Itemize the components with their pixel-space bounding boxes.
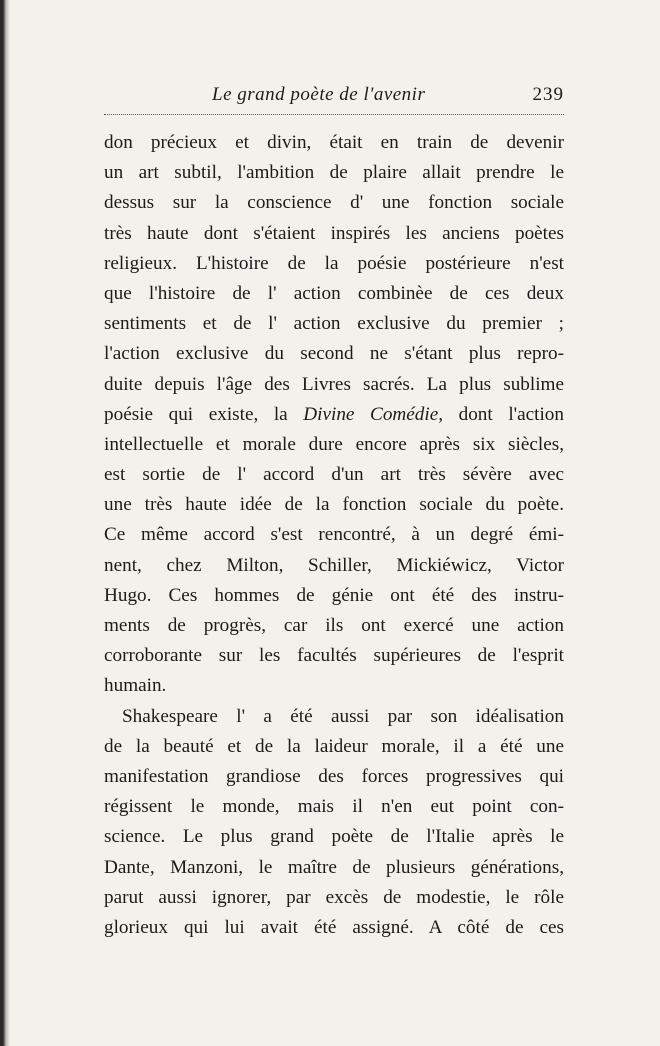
text-fragment: dont l'action xyxy=(443,403,564,425)
text-line: régissent le monde, mais il n'en eut point con- xyxy=(104,796,564,818)
text-line: Dante, Manzoni, le maître de plusieurs générations, xyxy=(104,856,564,878)
text-line: l'action exclusive du second ne s'étant plus repro- xyxy=(104,343,564,365)
header-rule xyxy=(104,114,564,115)
text-line: dessus sur la conscience d' une fonction sociale xyxy=(104,192,564,214)
text-line: science. Le plus grand poète de l'Italie après le xyxy=(104,826,564,848)
text-line: un art subtil, l'ambition de plaire allait prendre le xyxy=(104,162,564,184)
text-line: Shakespeare l' a été aussi par son idéalisation xyxy=(122,705,564,727)
text-line: sentiments et de l' action exclusive du premier ; xyxy=(104,313,564,335)
text-line: humain. xyxy=(104,675,167,697)
text-line: intellectuelle et morale dure encore après six siècles, xyxy=(104,433,564,455)
paragraph-1 xyxy=(104,128,564,702)
text-line: de la beauté et de la laideur morale, il a été une xyxy=(104,735,564,757)
page-number: 239 xyxy=(532,84,564,105)
text-line: manifestation grandiose des forces progressives qui xyxy=(104,765,564,787)
text-line-with-title xyxy=(104,400,564,430)
work-title-divine-comedie: Divine Comédie, xyxy=(303,403,444,425)
text-line: parut aussi ignorer, par excès de modestie, le rôle xyxy=(104,886,564,908)
text-line: est sortie de l' accord d'un art très sévère avec xyxy=(104,464,564,486)
page-binding-edge xyxy=(0,0,10,1046)
text-line: ments de progrès, car ils ont exercé une action xyxy=(104,615,564,636)
text-line: une très haute idée de la fonction sociale du poète. xyxy=(104,494,564,516)
running-header xyxy=(104,80,564,114)
text-line: que l'histoire de l' action combinèe de ces deux xyxy=(104,282,564,304)
text-line: très haute dont s'étaient inspirés les anciens poètes xyxy=(104,222,564,244)
text-line: don précieux et divin, était en train de devenir xyxy=(104,132,564,153)
text-line: nent, chez Milton, Schiller, Mickiéwicz, Victor xyxy=(104,554,564,576)
paragraph-2 xyxy=(104,702,564,944)
text-line: corroborante sur les facultés supérieures de l'esprit xyxy=(104,645,564,667)
text-line: Ce même accord s'est rencontré, à un degré émi- xyxy=(104,524,564,546)
body-text xyxy=(104,128,564,943)
running-title: Le grand poète de l'avenir xyxy=(212,84,426,105)
text-line: duite depuis l'âge des Livres sacrés. La plus sublime xyxy=(104,373,564,395)
text-line: Hugo. Ces hommes de génie ont été des instru- xyxy=(104,584,564,606)
text-line: religieux. L'histoire de la poésie postérieure n'est xyxy=(104,252,564,274)
text-line: glorieux qui lui avait été assigné. A côté de ces xyxy=(104,916,564,938)
text-fragment: poésie qui existe, la xyxy=(104,403,304,425)
